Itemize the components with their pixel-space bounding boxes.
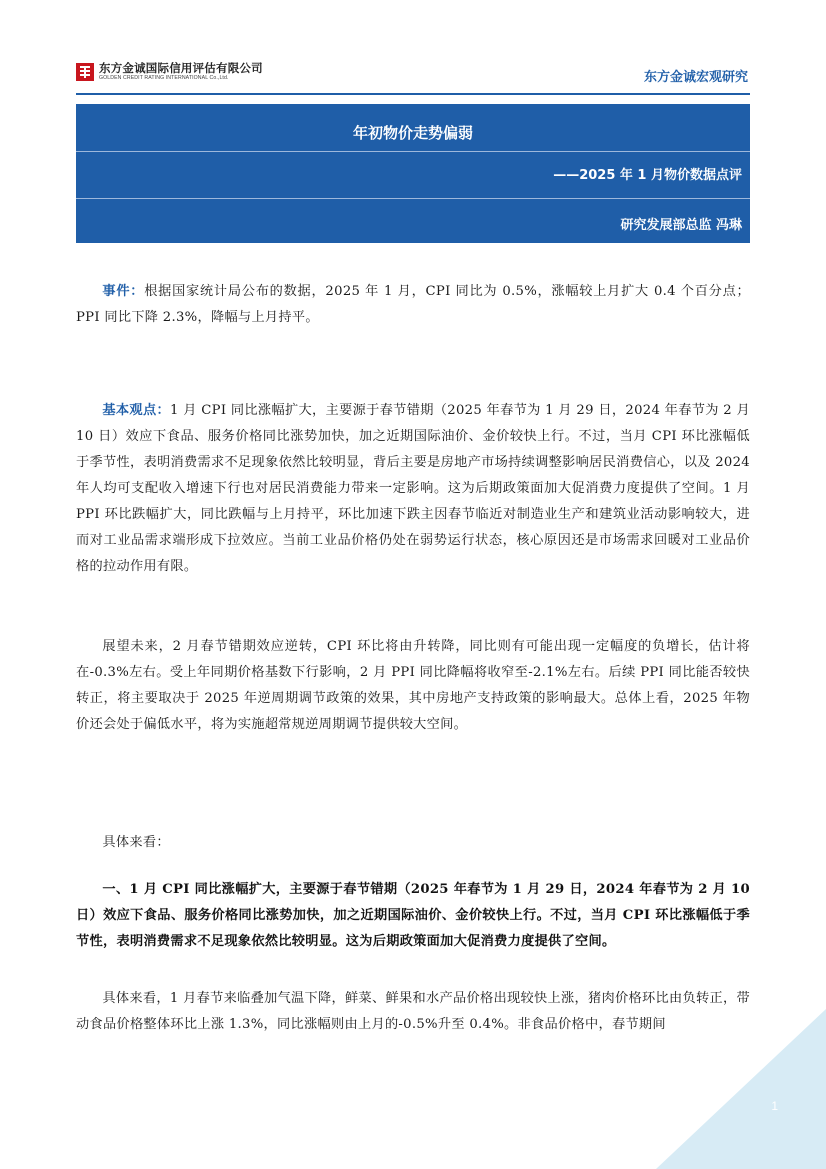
- title-divider: [76, 151, 750, 152]
- report-author: 研究发展部总监 冯琳: [620, 218, 742, 233]
- section1-heading: [76, 877, 750, 955]
- header-divider: [76, 93, 750, 95]
- report-title: 年初物价走势偏弱: [352, 124, 473, 142]
- specific-intro: [76, 830, 750, 856]
- event-text: 根据国家统计局公布的数据，2025 年 1 月，CPI 同比为 0.5%，涨幅较上月扩大 0.4 个百分点；PPI 同比下降 2.3%，降幅与上月持平。: [76, 284, 751, 325]
- company-name-cn: 东方金诚国际信用评估有限公司: [99, 60, 263, 75]
- outlook-paragraph: [76, 634, 750, 738]
- company-logo-icon: [76, 63, 94, 81]
- company-name-en: GOLDEN CREDIT RATING INTERNATIONAL Co.,Ltd.: [99, 75, 229, 82]
- company-logo: [76, 60, 276, 84]
- viewpoint-label: 基本观点：: [102, 403, 171, 418]
- report-subtitle: ——2025 年 1 月物价数据点评: [553, 168, 742, 183]
- page-number: 1: [771, 1099, 778, 1113]
- section1-text: 具体来看，1 月春节来临叠加气温下降，鲜菜、鲜果和水产品价格出现较快上涨，猪肉价格环比由负转正，带动食品价格整体环比上涨 1.3%，同比涨幅则由上月的-0.5%升至 0.4%。非食品价格中，春节期间: [76, 991, 750, 1032]
- viewpoint-paragraph: [76, 398, 750, 580]
- viewpoint-text: 1 月 CPI 同比涨幅扩大，主要源于春节错期（2025 年春节为 1 月 29 日，2024 年春节为 2 月 10 日）效应下食品、服务价格同比涨势加快，加之近期国际油价、金价较快上行。不过，当月 CPI 环比涨幅低于季节性，表明消费需求不足现象依然比较明显，背后主要是房地产市场持续调整影响居民消费信心，以及 2024 年人均可支配收入增速下行也对居民消费能力带来一定影响。这为后期政策面加大促消费力度提供了空间。1 月 PPI 环比跌幅扩大，同比跌幅与上月持平，环比加速下跌主因春节临近对制造业生产和建筑业活动影响较大，进而对工业品需求端形成下拉效应。当前工业品价格仍处在弱势运行状态，核心原因还是市场需求回暖对工业品价格的拉动作用有限。: [76, 403, 751, 574]
- section1-paragraph: [76, 986, 750, 1038]
- event-paragraph: [76, 279, 750, 331]
- company-name: [99, 60, 263, 82]
- subtitle-divider: [76, 198, 750, 199]
- corner-decoration: [656, 1009, 826, 1169]
- event-label: 事件：: [102, 284, 145, 299]
- brand-title: 东方金诚宏观研究: [643, 70, 748, 85]
- outlook-text: 展望未来，2 月春节错期效应逆转，CPI 环比将由升转降，同比则有可能出现一定幅度的负增长，估计将在-0.3%左右。受上年同期价格基数下行影响，2 月 PPI 同比降幅将收窄至-2.1%左右。后续 PPI 同比能否较快转正，将主要取决于 2025 年逆周期调节政策的效果，其中房地产支持政策的影响最大。总体上看，2025 年物价还会处于偏低水平，将为实施超常规逆周期调节提供较大空间。: [76, 639, 750, 732]
- specific-intro-text: 具体来看：: [102, 835, 170, 850]
- section1-heading-text: 一、1 月 CPI 同比涨幅扩大，主要源于春节错期（2025 年春节为 1 月 29 日，2024 年春节为 2 月 10 日）效应下食品、服务价格同比涨势加快，加之近期国际油价、金价较快上行。不过，当月 CPI 环比涨幅低于季节性，表明消费需求不足现象依然比较明显。这为后期政策面加大促消费力度提供了空间。: [76, 882, 750, 949]
- title-box: [76, 104, 750, 243]
